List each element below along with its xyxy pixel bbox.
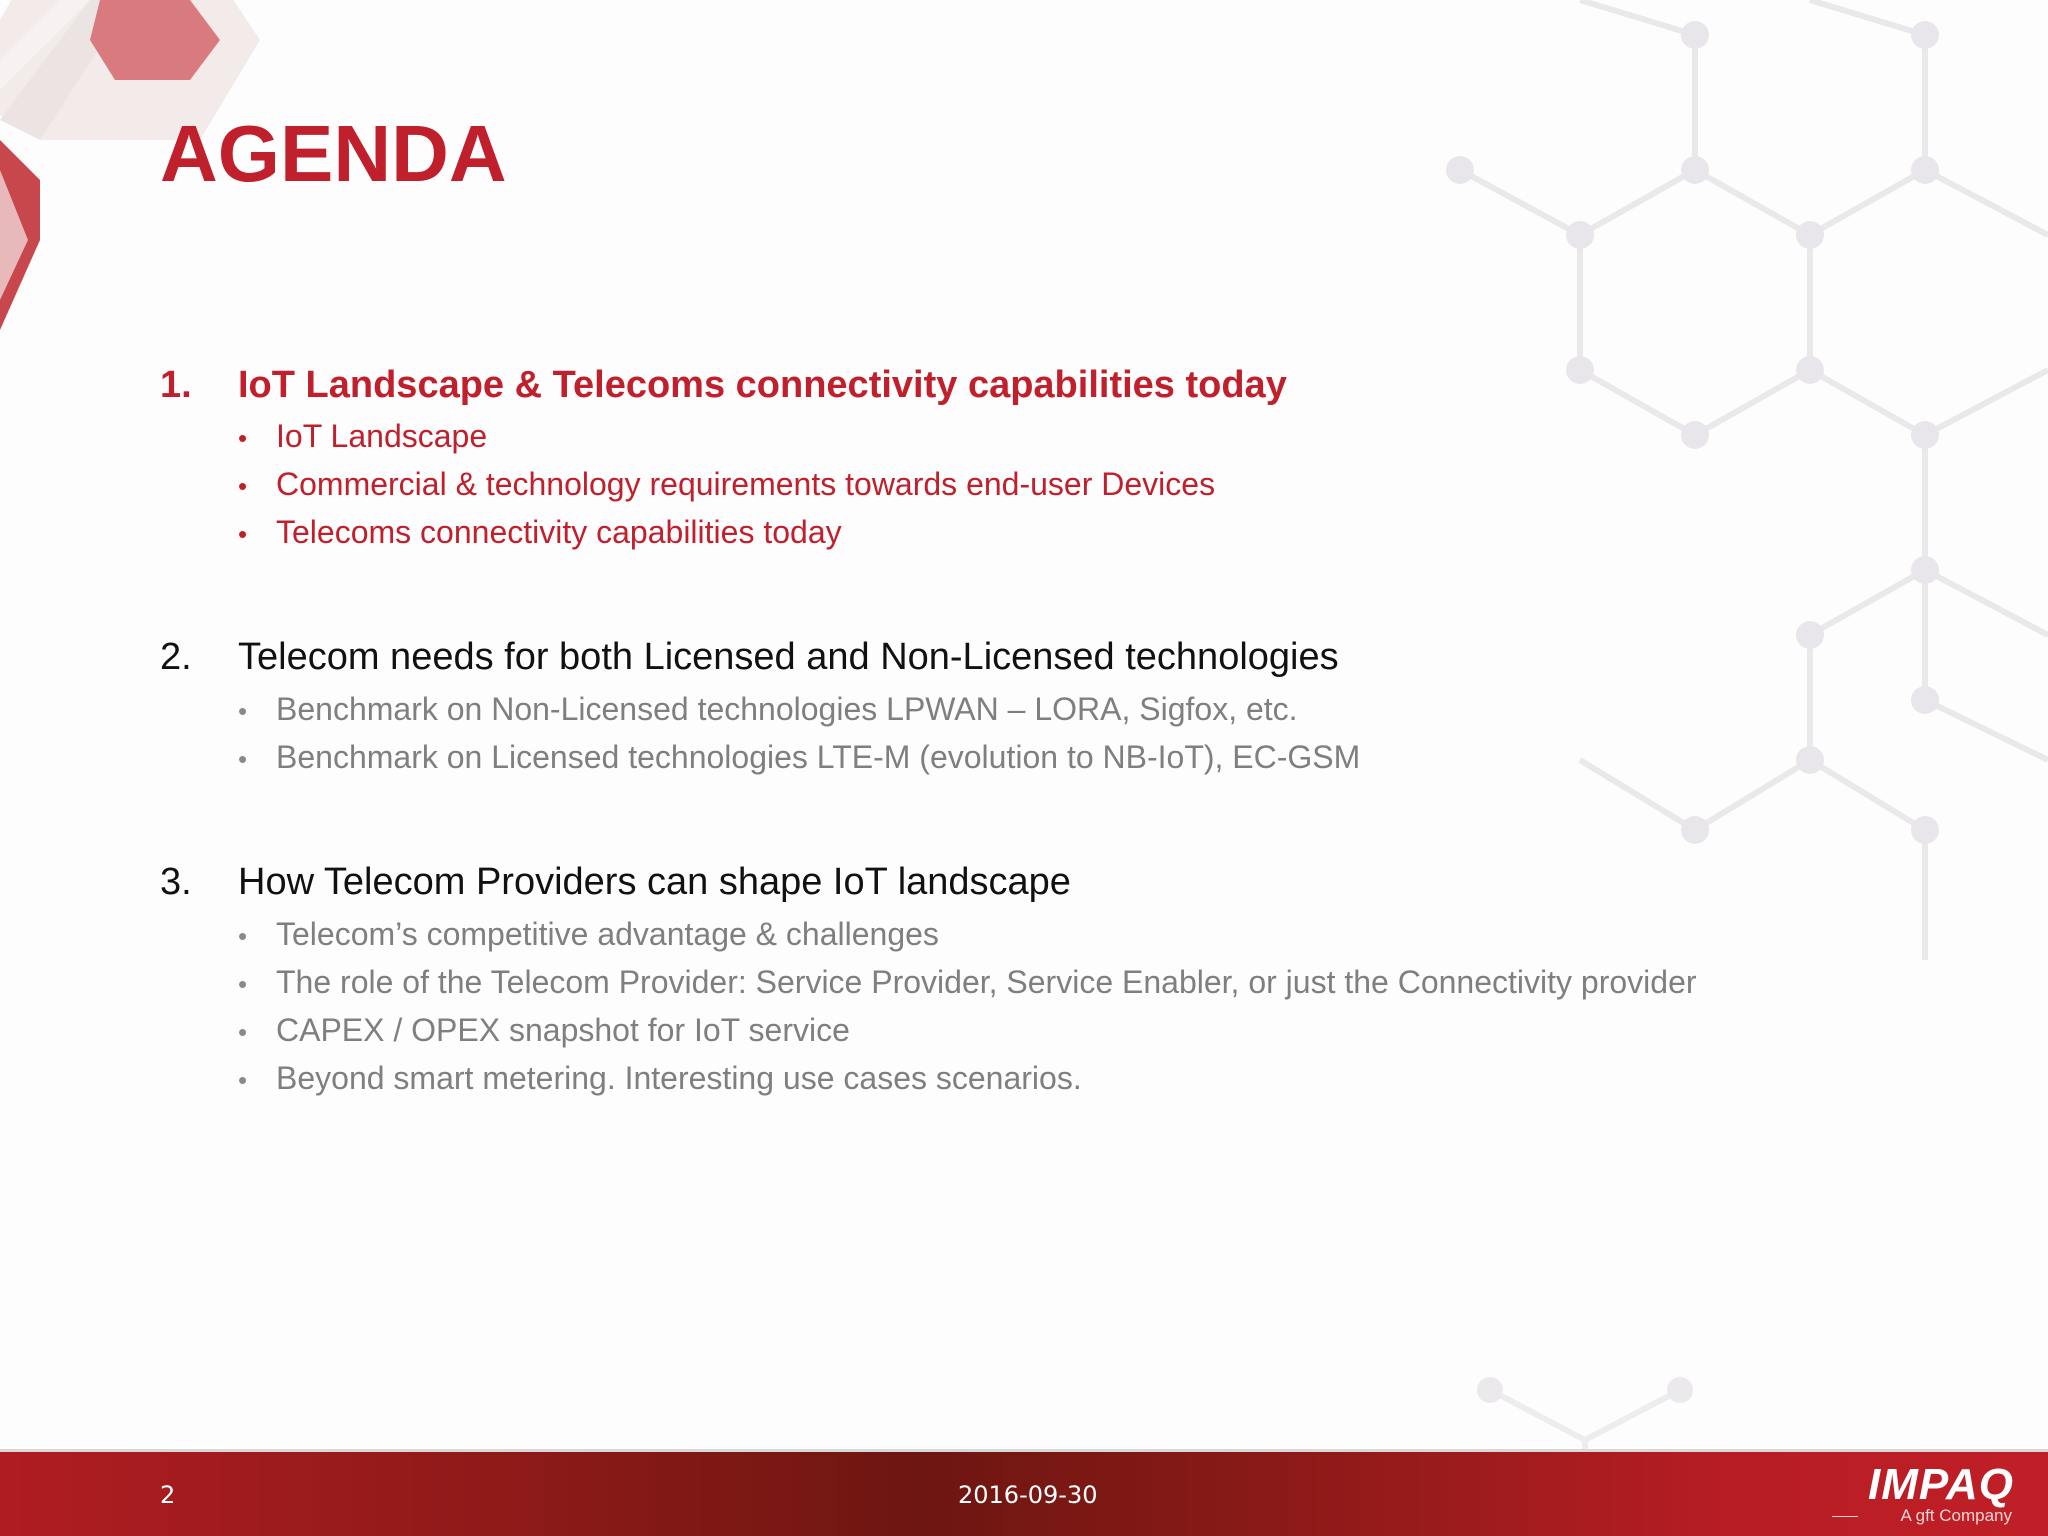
section-number: 3. bbox=[160, 861, 192, 903]
agenda-section-1 bbox=[160, 362, 1287, 408]
logo-rule bbox=[1832, 1516, 1858, 1517]
list-item bbox=[238, 914, 939, 956]
bullet-icon: • bbox=[238, 921, 248, 951]
list-item bbox=[238, 416, 487, 458]
molecule-network bbox=[1460, 0, 2048, 960]
list-item bbox=[238, 1058, 1082, 1100]
section-number: 1. bbox=[160, 364, 192, 406]
list-item-text: CAPEX / OPEX snapshot for IoT service bbox=[276, 1012, 850, 1048]
list-item-text: The role of the Telecom Provider: Service Provider, Service Enabler, or just the Connectivity provider bbox=[276, 964, 1697, 1000]
section-number: 2. bbox=[160, 636, 192, 678]
agenda-section-3 bbox=[160, 859, 1071, 905]
list-item-text: Telecoms connectivity capabilities today bbox=[276, 514, 842, 550]
section-heading: Telecom needs for both Licensed and Non-Licensed technologies bbox=[238, 636, 1339, 678]
page-number: 2 bbox=[160, 1481, 176, 1509]
bullet-icon: • bbox=[238, 969, 248, 999]
logo-wordmark: IMPAQ bbox=[1868, 1460, 2014, 1509]
list-item-text: Telecom’s competitive advantage & challenges bbox=[276, 916, 939, 952]
bullet-icon: • bbox=[238, 1065, 248, 1095]
footer-date: 2016-09-30 bbox=[958, 1481, 1098, 1509]
bullet-icon: • bbox=[238, 519, 248, 549]
bullet-icon: • bbox=[238, 744, 248, 774]
list-item-text: Commercial & technology requirements towards end-user Devices bbox=[276, 466, 1216, 502]
list-item-text: Benchmark on Licensed technologies LTE-M (evolution to NB-IoT), EC-GSM bbox=[276, 739, 1361, 775]
bullet-icon: • bbox=[238, 1017, 248, 1047]
logo-tagline: A gft Company bbox=[1900, 1506, 2012, 1525]
list-item-text: Beyond smart metering. Interesting use cases scenarios. bbox=[276, 1060, 1082, 1096]
list-item bbox=[238, 464, 1215, 506]
list-item bbox=[238, 962, 1697, 1004]
molecule-network-bottom bbox=[1490, 1390, 1680, 1450]
bullet-icon: • bbox=[238, 696, 248, 726]
list-item bbox=[238, 737, 1360, 779]
list-item bbox=[238, 689, 1298, 731]
list-item-text: Benchmark on Non-Licensed technologies LPWAN – LORA, Sigfox, etc. bbox=[276, 691, 1298, 727]
list-item bbox=[238, 1010, 850, 1052]
section-heading: IoT Landscape & Telecoms connectivity capabilities today bbox=[238, 364, 1287, 406]
section-heading: How Telecom Providers can shape IoT landscape bbox=[238, 861, 1071, 903]
bullet-icon: • bbox=[238, 423, 248, 453]
impaq-logo bbox=[1820, 1462, 2030, 1528]
bullet-icon: • bbox=[238, 471, 248, 501]
slide-title: AGENDA bbox=[160, 109, 507, 198]
agenda-section-2 bbox=[160, 634, 1339, 680]
list-item-text: IoT Landscape bbox=[276, 418, 488, 454]
list-item bbox=[238, 512, 842, 554]
